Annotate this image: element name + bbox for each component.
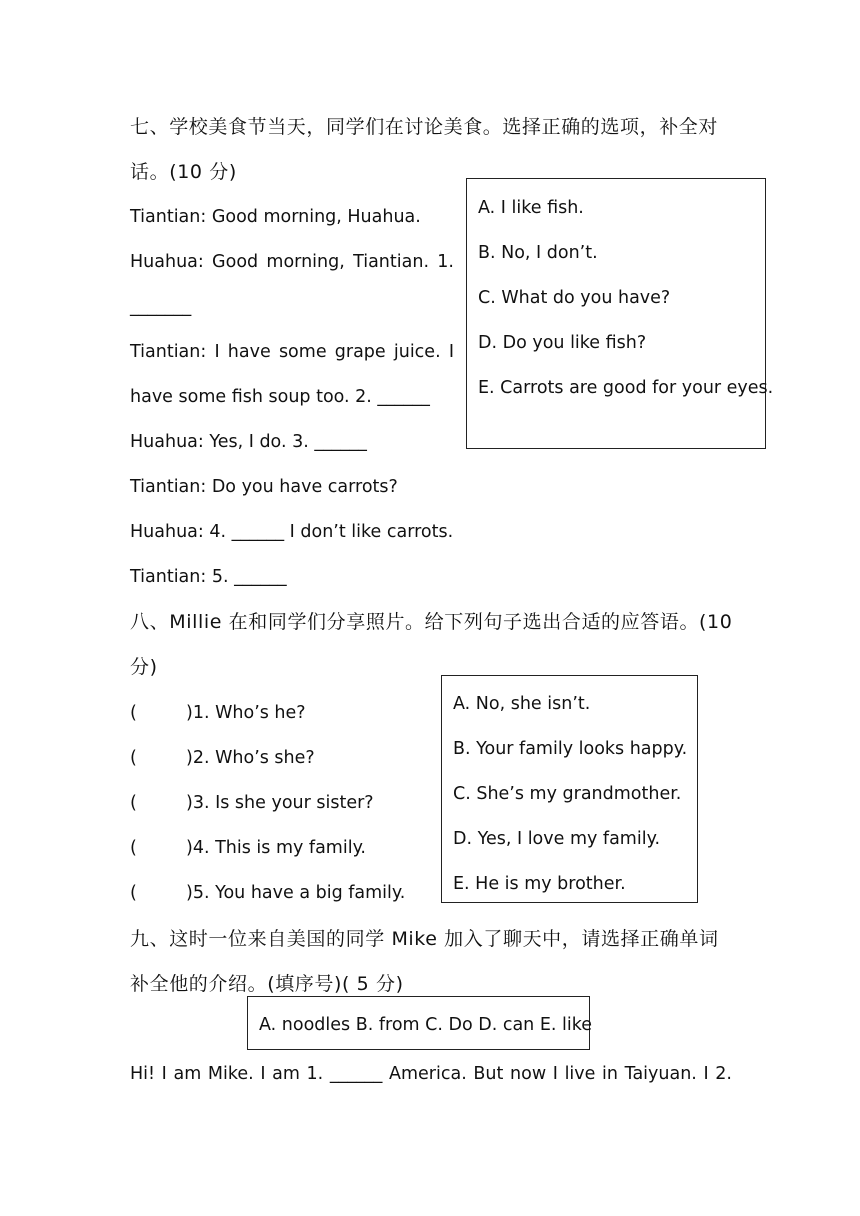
section9-title-line1: 九、这时一位来自美国的同学 Mike 加入了聊天中，请选择正确单词 (130, 928, 719, 950)
dialogue-line: Huahua: Yes, I do. 3. ______ (130, 432, 367, 452)
question-text: )4. This is my family. (186, 838, 366, 858)
option-item: B. No, I don’t. (478, 243, 598, 263)
question-row (130, 882, 430, 904)
answer-paren[interactable]: ( (130, 748, 137, 768)
section7-options-box (466, 178, 774, 449)
word-bank-text: A. noodles B. from C. Do D. can E. like (259, 1015, 593, 1035)
section7-title-line1: 七、学校美食节当天，同学们在讨论美食。选择正确的选项，补全对 (130, 116, 719, 138)
word-bank-box (247, 996, 593, 1050)
answer-paren[interactable]: ( (130, 883, 137, 903)
question-row (130, 837, 430, 859)
option-item: E. He is my brother. (453, 874, 626, 894)
answer-paren[interactable]: ( (130, 793, 137, 813)
option-item: D. Yes, I love my family. (453, 829, 661, 849)
question-text: )1. Who’s he? (186, 703, 306, 723)
option-item: B. Your family looks happy. (453, 739, 688, 759)
answer-paren[interactable]: ( (130, 703, 137, 723)
question-row (130, 747, 430, 769)
dialogue-blank: _______ (130, 297, 192, 317)
option-item: A. No, she isn’t. (453, 694, 591, 714)
question-text: )2. Who’s she? (186, 748, 315, 768)
question-row (130, 792, 430, 814)
dialogue-line: Tiantian: I have some grape juice. I (130, 342, 454, 362)
option-item: D. Do you like fish? (478, 333, 647, 353)
dialogue-line: have some fish soup too. 2. ______ (130, 387, 430, 407)
question-text: )3. Is she your sister? (186, 793, 374, 813)
dialogue-line: Huahua: Good morning, Tiantian. 1. (130, 252, 454, 272)
answer-paren[interactable]: ( (130, 838, 137, 858)
section8-options-box (441, 675, 698, 903)
section8-title-line2: 分) (130, 656, 158, 678)
dialogue-line: Tiantian: 5. ______ (130, 567, 287, 587)
question-row (130, 702, 430, 724)
option-item: C. What do you have? (478, 288, 671, 308)
option-item: E. Carrots are good for your eyes. (478, 378, 774, 398)
question-text: )5. You have a big family. (186, 883, 406, 903)
dialogue-line: Huahua: 4. ______ I don’t like carrots. (130, 522, 454, 542)
dialogue-line: Tiantian: Do you have carrots? (130, 477, 398, 497)
option-item: A. I like fish. (478, 198, 584, 218)
section9-title-line2: 补全他的介绍。(填序号)( 5 分) (130, 973, 404, 995)
passage-line: Hi! I am Mike. I am 1. ______ America. But now I live in Taiyuan. I 2. (130, 1064, 732, 1084)
section7-title-line2: 话。(10 分) (130, 161, 237, 183)
section8-title-line1: 八、Millie 在和同学们分享照片。给下列句子选出合适的应答语。(10 (130, 611, 733, 633)
option-item: C. She’s my grandmother. (453, 784, 682, 804)
dialogue-line: Tiantian: Good morning, Huahua. (130, 207, 421, 227)
